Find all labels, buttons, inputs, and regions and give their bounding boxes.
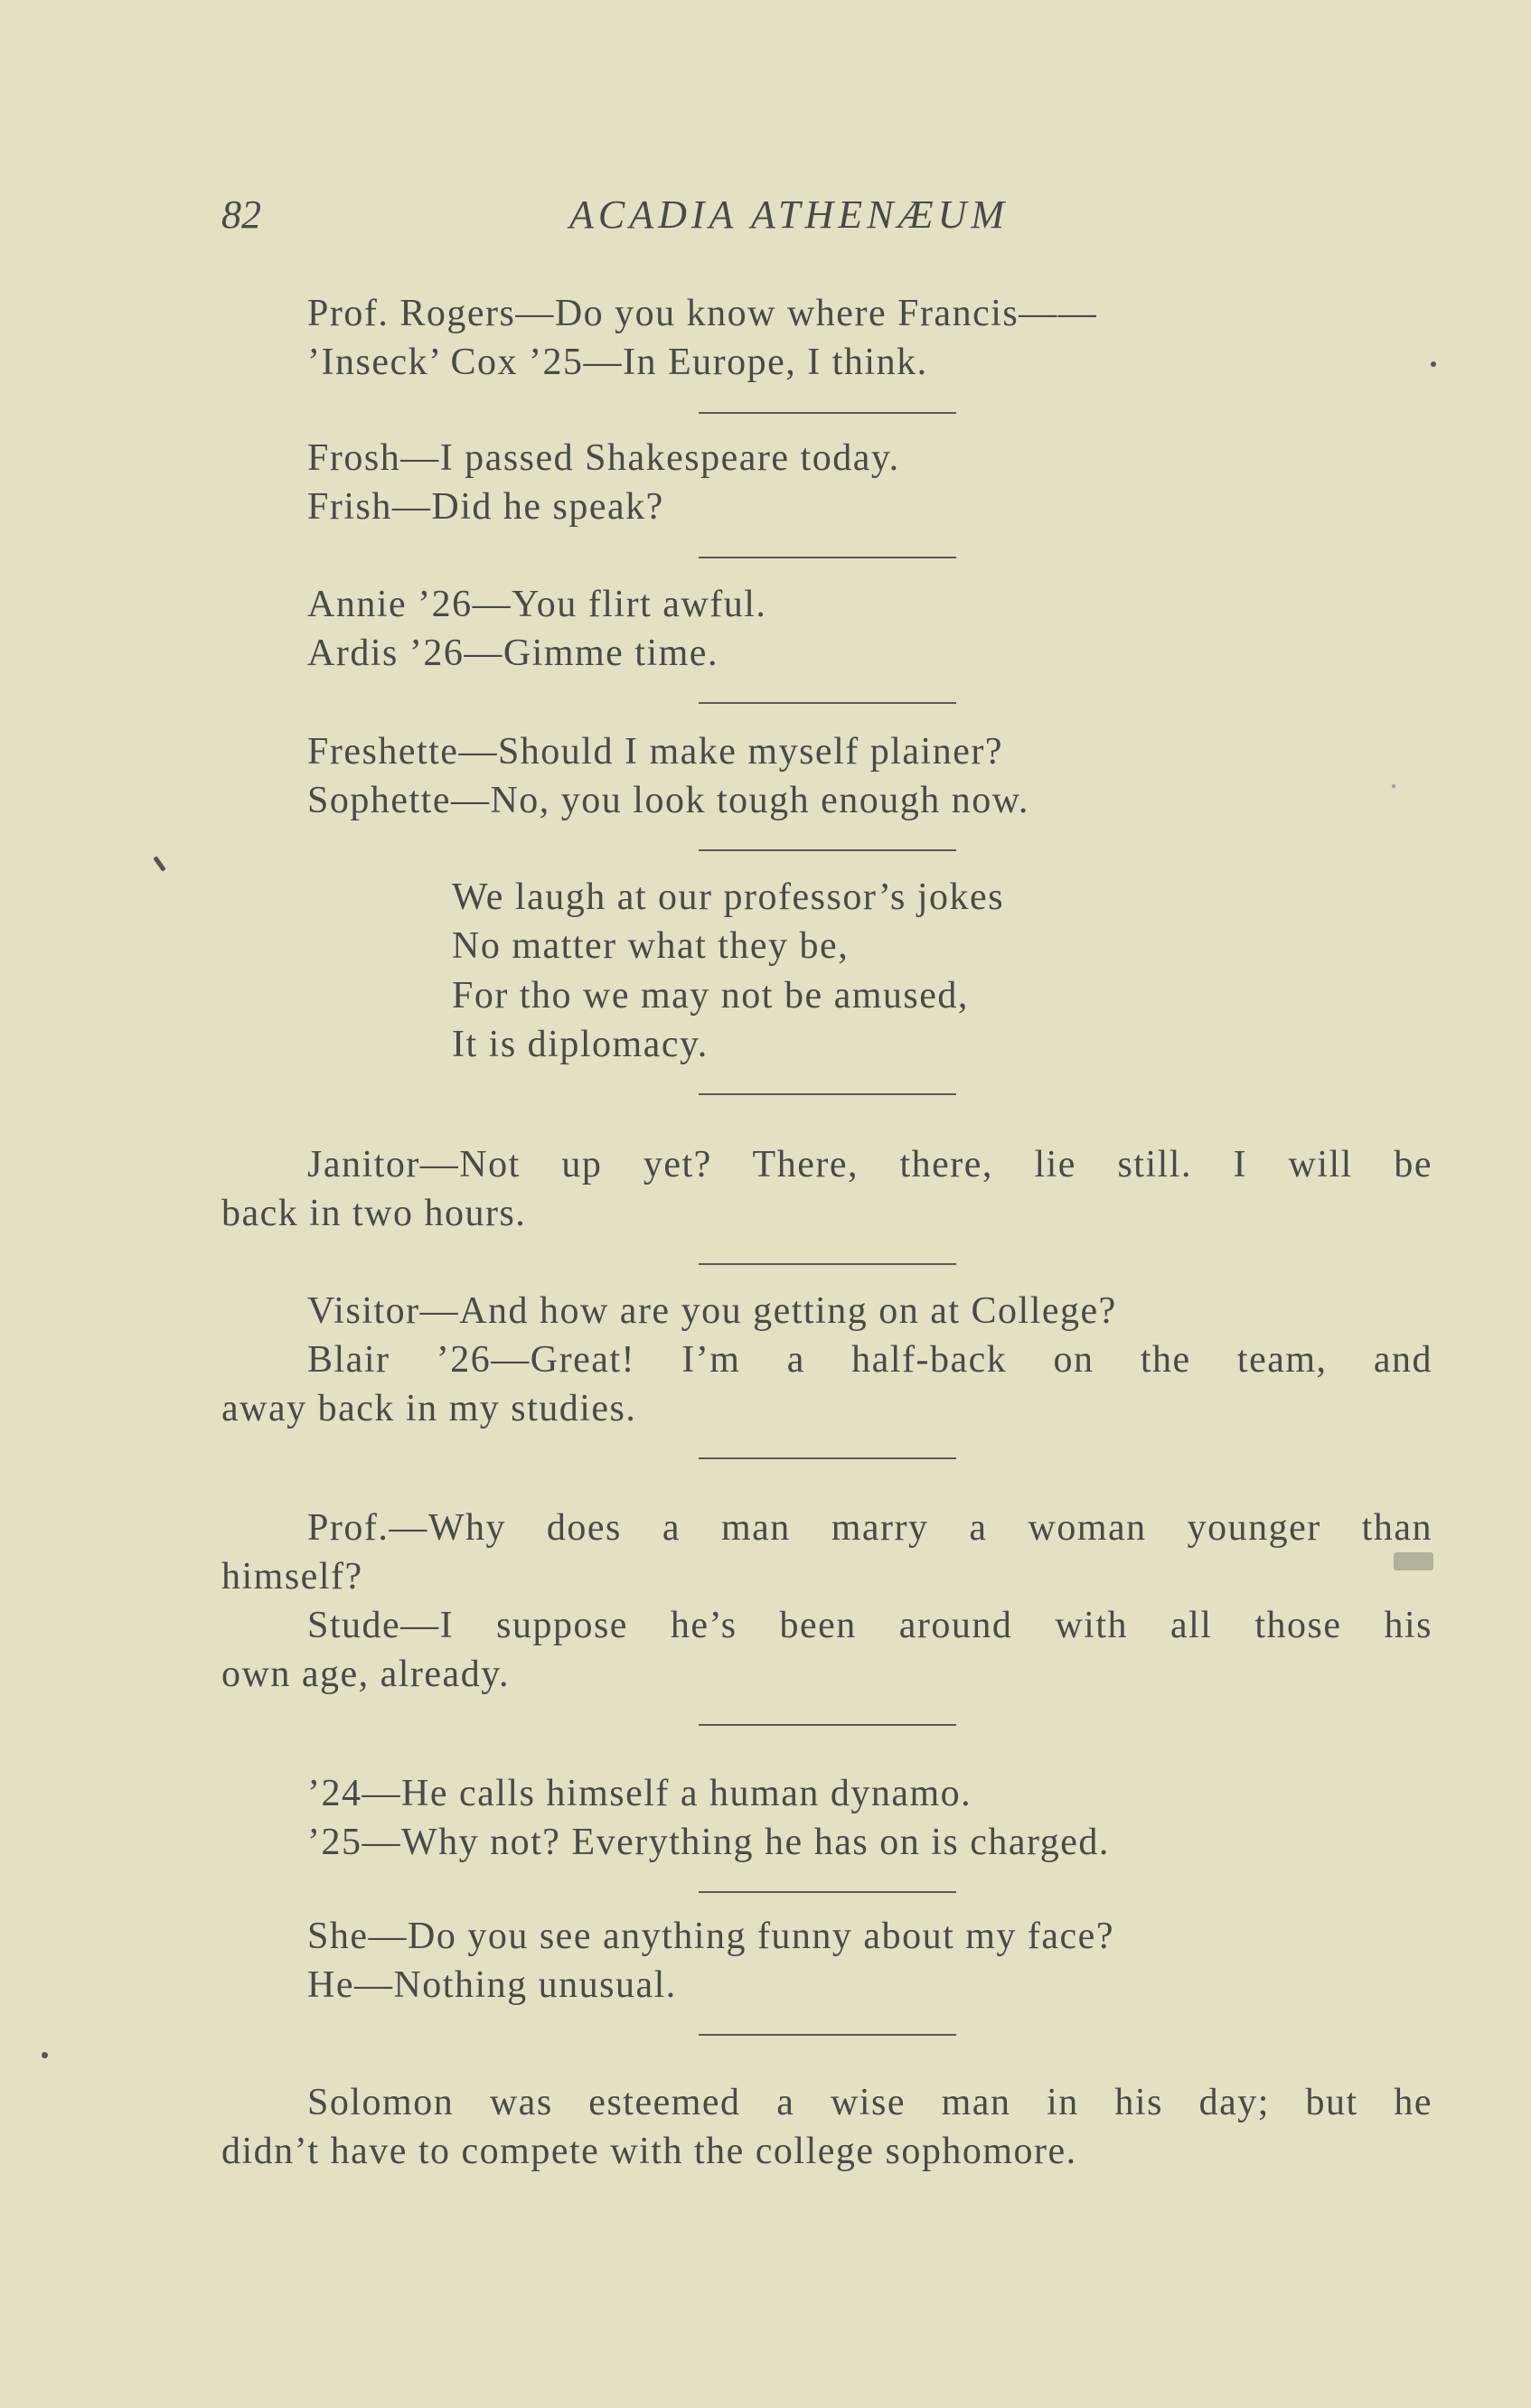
paper-speck <box>1392 784 1395 788</box>
verse-line: For tho we may not be amused, <box>452 975 969 1017</box>
section-divider <box>699 412 956 414</box>
joke-line: didn’t have to compete with the college sophomore. <box>221 2131 1077 2172</box>
page-header <box>221 192 1423 246</box>
joke-line: Ardis ’26—Gimme time. <box>307 632 719 674</box>
section-divider <box>699 557 956 558</box>
joke-line: Frish—Did he speak? <box>307 486 664 528</box>
section-divider <box>699 1457 956 1459</box>
joke-line: away back in my studies. <box>221 1388 637 1429</box>
joke-line: ’Inseck’ Cox ’25—In Europe, I think. <box>307 342 928 383</box>
section-divider <box>699 849 956 851</box>
joke-line: Blair ’26—Great! I’m a half-back on the team, and <box>307 1339 1432 1381</box>
joke-line: Janitor—Not up yet? There, there, lie still. I will be <box>307 1144 1432 1185</box>
running-title: ACADIA ATHENÆUM <box>569 192 1010 237</box>
section-divider <box>699 1263 956 1265</box>
joke-line: She—Do you see anything funny about my face? <box>307 1916 1114 1957</box>
joke-line: Freshette—Should I make myself plainer? <box>307 731 1003 773</box>
section-divider <box>699 2034 956 2036</box>
joke-line: ’24—He calls himself a human dynamo. <box>307 1773 972 1814</box>
paper-speck <box>42 2052 48 2058</box>
joke-line: Solomon was esteemed a wise man in his day; but he <box>307 2082 1432 2123</box>
joke-line: Stude—I suppose he’s been around with all those his <box>307 1605 1432 1646</box>
paper-speck <box>153 856 165 872</box>
verse-line: We laugh at our professor’s jokes <box>452 876 1005 918</box>
joke-line: own age, already. <box>221 1654 510 1695</box>
joke-line: himself? <box>221 1556 363 1598</box>
section-divider <box>699 1093 956 1095</box>
joke-line: Frosh—I passed Shakespeare today. <box>307 437 900 479</box>
paper-speck <box>1394 1552 1433 1570</box>
verse-line: It is diplomacy. <box>452 1024 709 1065</box>
joke-line: ’25—Why not? Everything he has on is charged. <box>307 1822 1110 1863</box>
joke-line: He—Nothing unusual. <box>307 1964 677 2006</box>
section-divider <box>699 702 956 704</box>
joke-line: Visitor—And how are you getting on at College? <box>307 1290 1117 1332</box>
section-divider <box>699 1891 956 1893</box>
joke-line: Annie ’26—You flirt awful. <box>307 584 767 625</box>
verse-line: No matter what they be, <box>452 925 850 967</box>
page-number: 82 <box>221 192 261 237</box>
joke-line: Prof.—Why does a man marry a woman younger than <box>307 1507 1432 1549</box>
section-divider <box>699 1724 956 1726</box>
paper-speck <box>1431 361 1436 367</box>
joke-line: Sophette—No, you look tough enough now. <box>307 780 1029 821</box>
joke-line: Prof. Rogers—Do you know where Francis—— <box>307 293 1098 334</box>
joke-line: back in two hours. <box>221 1193 527 1234</box>
